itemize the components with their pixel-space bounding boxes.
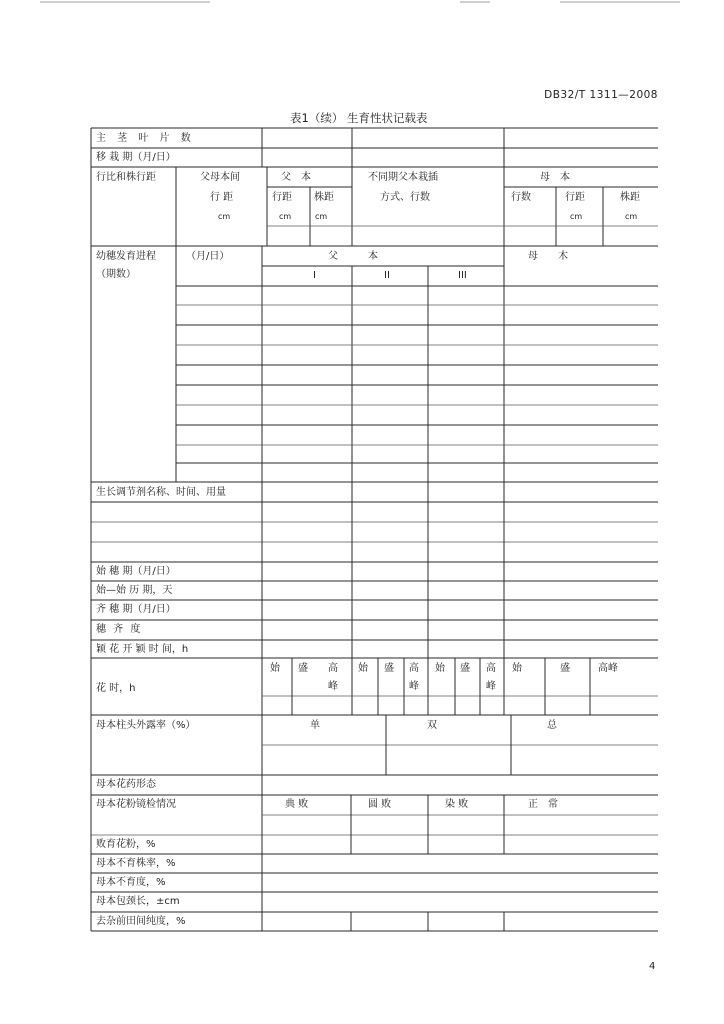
col-double: 双 — [427, 720, 437, 731]
fl-peak-3: 盛 — [460, 663, 470, 674]
label-pollen: 母本花粉镜检情况 — [96, 799, 176, 810]
col-row-dist: 行 距 — [210, 192, 234, 203]
col-normal: 正 常 — [528, 799, 558, 810]
fl-high-2: 高 — [409, 663, 419, 674]
fl-high-1: 高 — [328, 663, 338, 674]
col-cm-3: cm — [315, 212, 328, 221]
label-transplant: 移 栽 期（月/日） — [96, 152, 176, 163]
label-sterility: 母本不育度，% — [96, 877, 166, 888]
label-growth-stage: 幼穗发育进程 — [96, 251, 156, 262]
fl-peak-4: 盛 — [560, 663, 570, 674]
fl-start-1: 始 — [270, 663, 280, 674]
col-male: 父 本 — [281, 172, 311, 183]
label-growth-stage-sub: （期数） — [96, 269, 136, 280]
label-purity: 去杂前田间纯度，% — [96, 916, 186, 927]
label-uniformity: 穗 齐 度 — [96, 624, 143, 635]
label-full-heading: 齐 穗 期（月/日） — [96, 604, 176, 615]
label-anther: 母本花药形态 — [96, 779, 156, 790]
table-title: 表1（续） 生育性状记载表 — [290, 111, 428, 125]
fl-feng-2: 峰 — [409, 681, 419, 692]
col-stage-male: 父 本 — [328, 251, 378, 262]
col-between-parents: 父母本间 — [200, 172, 240, 183]
col-plant-dist2: 株距 — [620, 192, 640, 203]
label-sterile-rate: 母本不育株率，% — [96, 858, 176, 869]
col-cm-5: cm — [625, 212, 638, 221]
fl-peak-1: 盛 — [298, 663, 308, 674]
col-cm-1: cm — [218, 212, 231, 221]
label-panicle-exsertion: 母本包颈长，±cm — [96, 896, 180, 907]
label-glume-opening: 颖 花 开 颖 时 间，h — [96, 644, 189, 655]
col-rows-count: 行数 — [511, 192, 531, 203]
col-stage-2: II — [384, 270, 390, 281]
col-row-dist3: 行距 — [565, 192, 585, 203]
col-typical-abort: 典 败 — [285, 799, 309, 810]
fl-start-2: 始 — [358, 663, 368, 674]
label-flowering-time: 花 时，h — [96, 683, 136, 694]
fl-feng-3: 峰 — [486, 681, 496, 692]
col-row-dist2: 行距 — [272, 192, 292, 203]
col-stained-abort: 染 败 — [445, 799, 469, 810]
fl-high-3: 高 — [486, 663, 496, 674]
fl-peak2-4: 高峰 — [598, 663, 618, 674]
fl-start-3: 始 — [435, 663, 445, 674]
label-main-leaf: 主 茎 叶 片 数 — [96, 133, 195, 144]
label-row-spacing: 行比和株行距 — [96, 172, 156, 183]
col-stage-female: 母 木 — [528, 251, 568, 262]
col-stage-3: III — [458, 270, 467, 281]
label-regulator: 生长调节剂名称、时间、用量 — [96, 487, 226, 498]
col-diff-planting: 不同期父本栽插 — [368, 172, 438, 183]
fl-feng-1: 峰 — [328, 681, 338, 692]
col-plant-dist: 株距 — [314, 192, 334, 203]
page-number: 4 — [649, 961, 656, 972]
fl-peak-2: 盛 — [384, 663, 394, 674]
col-cm-2: cm — [279, 212, 292, 221]
label-growth-unit: （月/日） — [186, 251, 230, 262]
col-cm-4: cm — [570, 212, 583, 221]
col-total: 总 — [547, 720, 557, 731]
col-round-abort: 圆 败 — [368, 799, 392, 810]
col-single: 单 — [310, 720, 320, 731]
col-stage-1: I — [313, 270, 316, 281]
standard-number: DB32/T 1311—2008 — [544, 89, 658, 101]
label-aborted-pollen: 败育花粉，% — [96, 839, 156, 850]
label-heading-days: 始—始 历 期，天 — [96, 585, 173, 596]
label-heading-start: 始 穗 期（月/日） — [96, 566, 176, 577]
fl-start-4: 始 — [512, 663, 522, 674]
label-stigma: 母本柱头外露率（%） — [96, 720, 196, 731]
col-female: 母 本 — [540, 172, 570, 183]
col-method-rows: 方式、行数 — [380, 192, 430, 203]
